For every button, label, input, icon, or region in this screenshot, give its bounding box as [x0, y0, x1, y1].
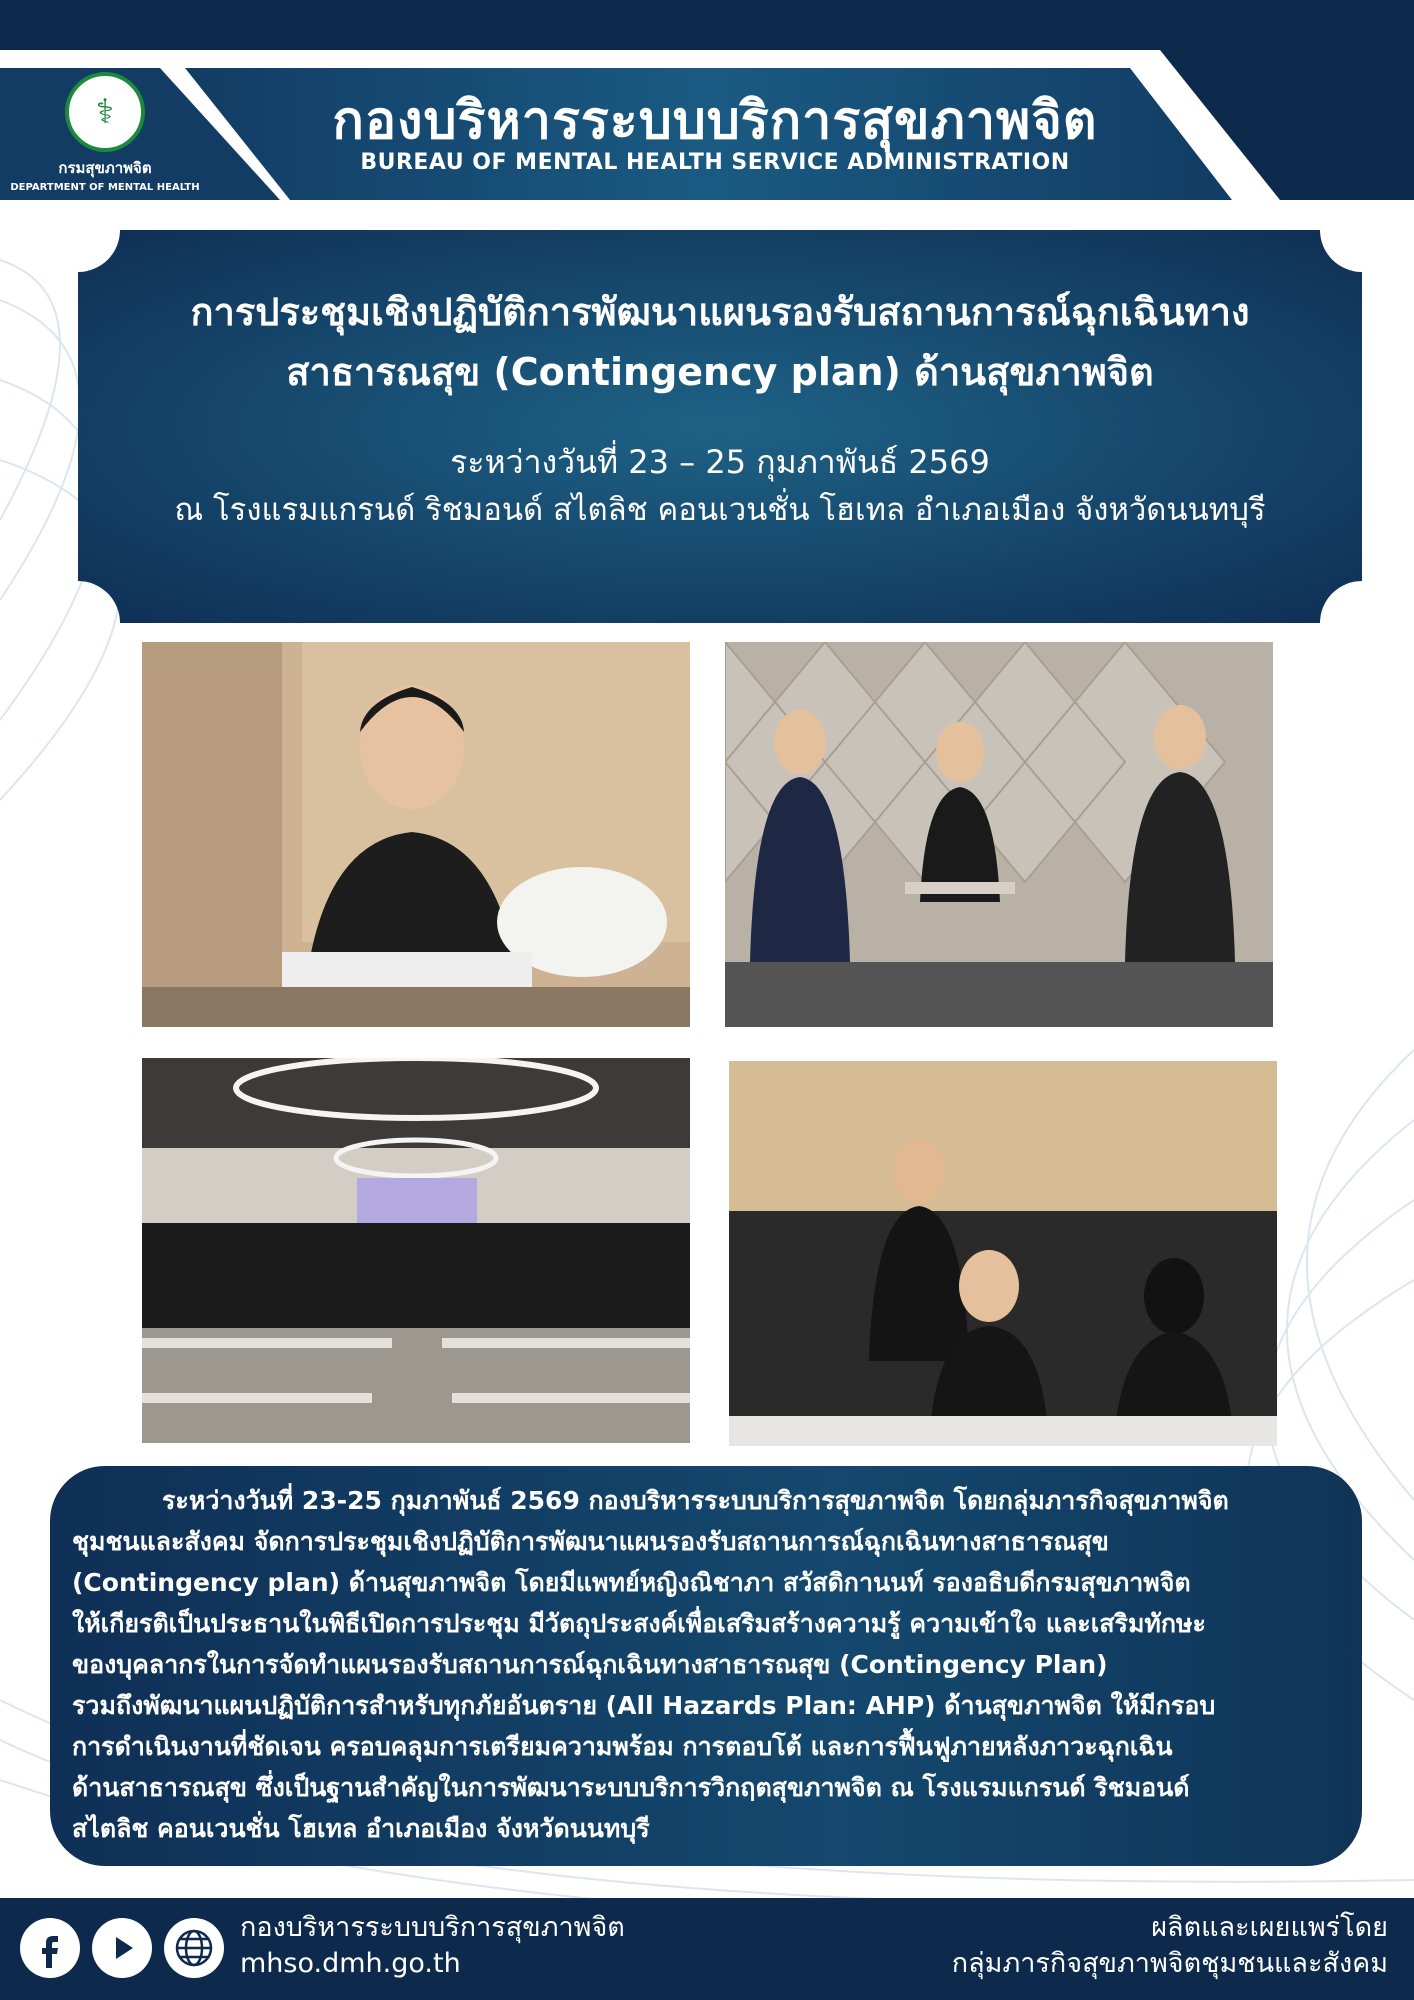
summary-line: ระหว่างวันที่ 23-25 กุมภาพันธ์ 2569 กองบริหารระบบบริการสุขภาพจิต โดยกลุ่มภารกิจสุขภาพจิต	[162, 1486, 1229, 1515]
event-venue: ณ โรงแรมแกรนด์ ริชมอนด์ สไตลิช คอนเวนชั่น โฮเทล อำเภอเมือง จังหวัดนนทบุรี	[174, 492, 1266, 528]
summary-line: การดำเนินงานที่ชัดเจน ครอบคลุมการเตรียมความพร้อม การตอบโต้ และการฟื้นฟูภายหลังภาวะฉุกเฉิน	[72, 1732, 1173, 1761]
footer-org: กองบริหารระบบบริการสุขภาพจิต	[240, 1912, 625, 1943]
event-title-line-2: สาธารณสุข (Contingency plan) ด้านสุขภาพจิต	[286, 350, 1154, 394]
facebook-icon[interactable]	[20, 1918, 80, 1978]
photo-speaker-audience	[729, 1061, 1277, 1446]
logo-label-en: DEPARTMENT OF MENTAL HEALTH	[10, 182, 200, 193]
summary-line: ชุมชนและสังคม จัดการประชุมเชิงปฏิบัติการพัฒนาแผนรองรับสถานการณ์ฉุกเฉินทางสาธารณสุข	[72, 1527, 1109, 1556]
footer-contact	[240, 1910, 625, 1982]
youtube-icon[interactable]	[92, 1918, 152, 1978]
logo-label-th: กรมสุขภาพจิต	[58, 159, 152, 177]
summary-line: ให้เกียรติเป็นประธานในพิธีเปิดการประชุม มีวัตถุประสงค์เพื่อเสริมสร้างความรู้ ความเข้าใจ และเสริมทักษะ	[72, 1609, 1206, 1638]
bureau-title-th: กองบริหารระบบบริการสุขภาพจิต	[332, 91, 1098, 151]
summary-line: (Contingency plan) ด้านสุขภาพจิต โดยมีแพทย์หญิงณิชาภา สวัสดิกานนท์ รองอธิบดีกรมสุขภาพจิต	[72, 1568, 1191, 1597]
caduceus-icon: ⚕	[65, 72, 145, 152]
top-strip	[0, 0, 1414, 50]
summary-line: รวมถึงพัฒนาแผนปฏิบัติการสำหรับทุกภัยอันตราย (All Hazards Plan: AHP) ด้านสุขภาพจิต ให้มีกรอบ	[72, 1691, 1216, 1720]
event-heading	[78, 282, 1362, 534]
globe-icon[interactable]	[164, 1918, 224, 1978]
footer-credit	[952, 1910, 1388, 1982]
photo-panel-discussion	[725, 642, 1273, 1027]
footer-produced-group: กลุ่มภารกิจสุขภาพจิตชุมชนและสังคม	[951, 1948, 1388, 1979]
summary-text	[72, 1480, 1344, 1849]
event-title-line-1: การประชุมเชิงปฏิบัติการพัฒนาแผนรองรับสถานการณ์ฉุกเฉินทาง	[190, 290, 1250, 334]
summary-line: สไตลิช คอนเวนชั่น โฮเทล อำเภอเมือง จังหวัดนนทบุรี	[72, 1814, 650, 1843]
photo-chairperson	[142, 642, 690, 1027]
bureau-title-en: BUREAU OF MENTAL HEALTH SERVICE ADMINISTRATION	[360, 150, 1070, 175]
department-logo	[0, 68, 210, 196]
photo-group-attendees	[142, 1058, 690, 1443]
summary-line: ด้านสาธารณสุข ซึ่งเป็นฐานสำคัญในการพัฒนาระบบบริการวิกฤตสุขภาพจิต ณ โรงแรมแกรนด์ ริชมอนด์	[72, 1773, 1190, 1802]
event-date: ระหว่างวันที่ 23 – 25 กุมภาพันธ์ 2569	[450, 443, 990, 481]
footer-produced-by: ผลิตและเผยแพร่โดย	[1151, 1912, 1388, 1943]
footer-website-link[interactable]: mhso.dmh.go.th	[240, 1948, 461, 1979]
summary-line: ของบุคลากรในการจัดทำแผนรองรับสถานการณ์ฉุกเฉินทางสาธารณสุข (Contingency Plan)	[72, 1650, 1108, 1679]
